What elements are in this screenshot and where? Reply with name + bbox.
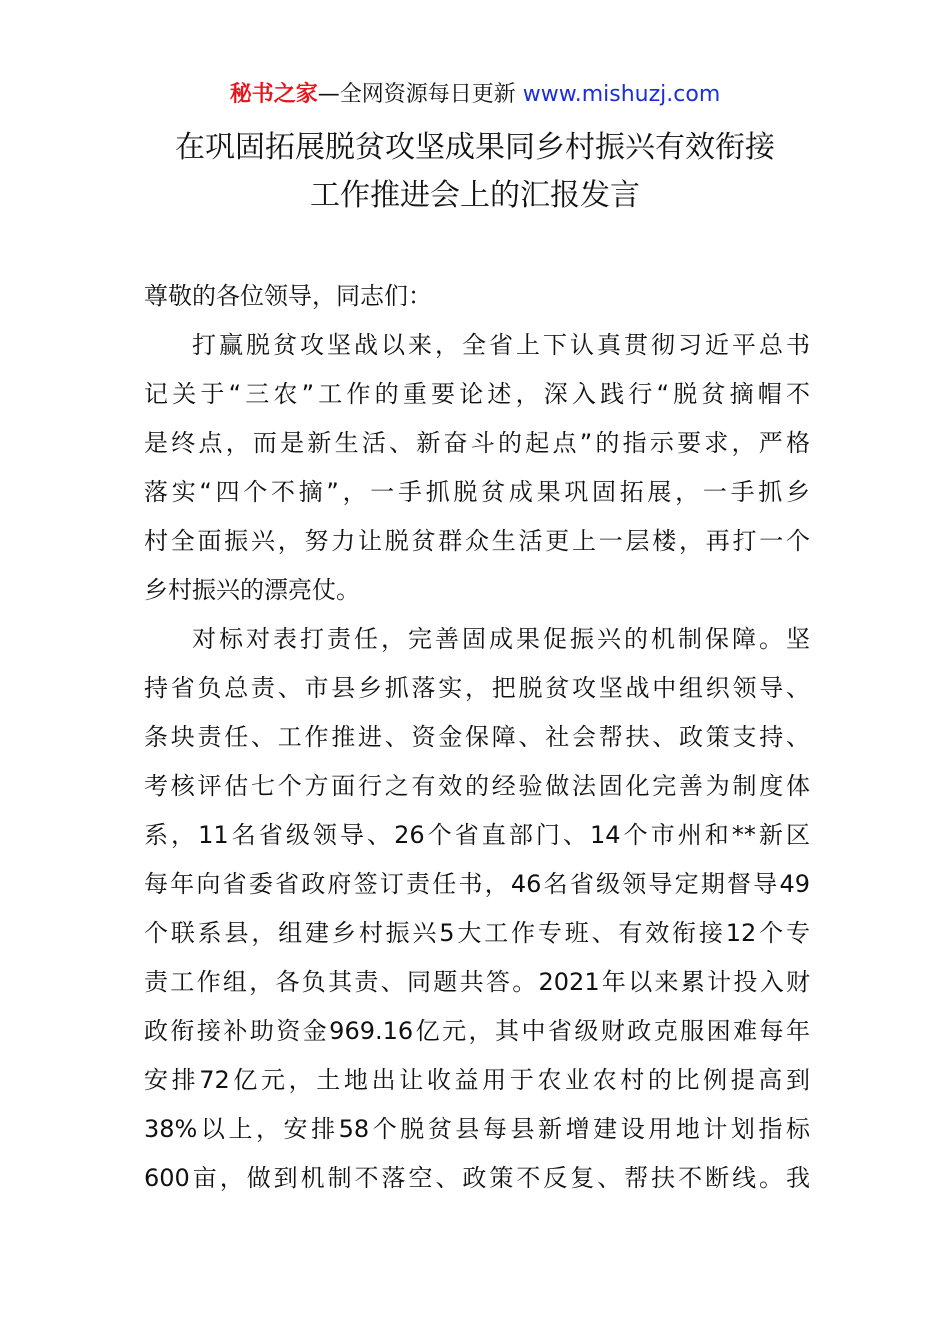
paragraph-line: 对标对表打责任，完善固成果促振兴的机制保障。坚 xyxy=(192,625,810,653)
paragraph-2 xyxy=(144,615,810,1203)
paragraph-line: 每年向省委省政府签订责任书，46名省级领导定期督导49 xyxy=(144,870,810,898)
paragraph-1 xyxy=(144,321,810,615)
title-line-2: 工作推进会上的汇报发言 xyxy=(310,178,640,213)
document-title xyxy=(0,124,950,220)
paragraph-line: 安排72亿元，土地出让收益用于农业农村的比例提高到 xyxy=(144,1066,810,1094)
paragraph-line: 条块责任、工作推进、资金保障、社会帮扶、政策支持、 xyxy=(144,723,810,751)
paragraph-line: 是终点，而是新生活、新奋斗的起点”的指示要求，严格 xyxy=(144,429,810,457)
paragraph-line: 38%以上，安排58个脱贫县每县新增建设用地计划指标 xyxy=(144,1115,810,1143)
paragraph-line: 系，11名省级领导、26个省直部门、14个市州和**新区 xyxy=(144,821,810,849)
site-url-link[interactable]: www.mishuzj.com xyxy=(522,82,721,107)
paragraph-line: 乡村振兴的漂亮仗。 xyxy=(144,576,360,604)
paragraph-line: 个联系县，组建乡村振兴5大工作专班、有效衔接12个专 xyxy=(144,919,810,947)
paragraph-line: 持省负总责、市县乡抓落实，把脱贫攻坚战中组织领导、 xyxy=(144,674,810,702)
salutation: 尊敬的各位领导，同志们： xyxy=(144,282,432,310)
paragraph-line: 责工作组，各负其责、同题共答。2021年以来累计投入财 xyxy=(144,968,810,996)
paragraph-line: 落实“四个不摘”，一手抓脱贫成果巩固拓展，一手抓乡 xyxy=(144,478,810,506)
paragraph-line: 记关于“三农”工作的重要论述，深入践行“脱贫摘帽不 xyxy=(144,380,810,408)
document-body xyxy=(144,272,810,1203)
paragraph-line: 政衔接补助资金969.16亿元，其中省级财政克服困难每年 xyxy=(144,1017,810,1045)
brand-name: 秘书之家 xyxy=(229,82,318,107)
site-header xyxy=(0,80,950,110)
paragraph-line: 考核评估七个方面行之有效的经验做法固化完善为制度体 xyxy=(144,772,810,800)
paragraph-line: 600亩，做到机制不落空、政策不反复、帮扶不断线。我 xyxy=(144,1164,810,1192)
title-line-1: 在巩固拓展脱贫攻坚成果同乡村振兴有效衔接 xyxy=(175,130,775,165)
paragraph-line: 打赢脱贫攻坚战以来，全省上下认真贯彻习近平总书 xyxy=(192,331,810,359)
paragraph-line: 村全面振兴，努力让脱贫群众生活更上一层楼，再打一个 xyxy=(144,527,810,555)
site-slogan: —全网资源每日更新 xyxy=(317,82,516,107)
